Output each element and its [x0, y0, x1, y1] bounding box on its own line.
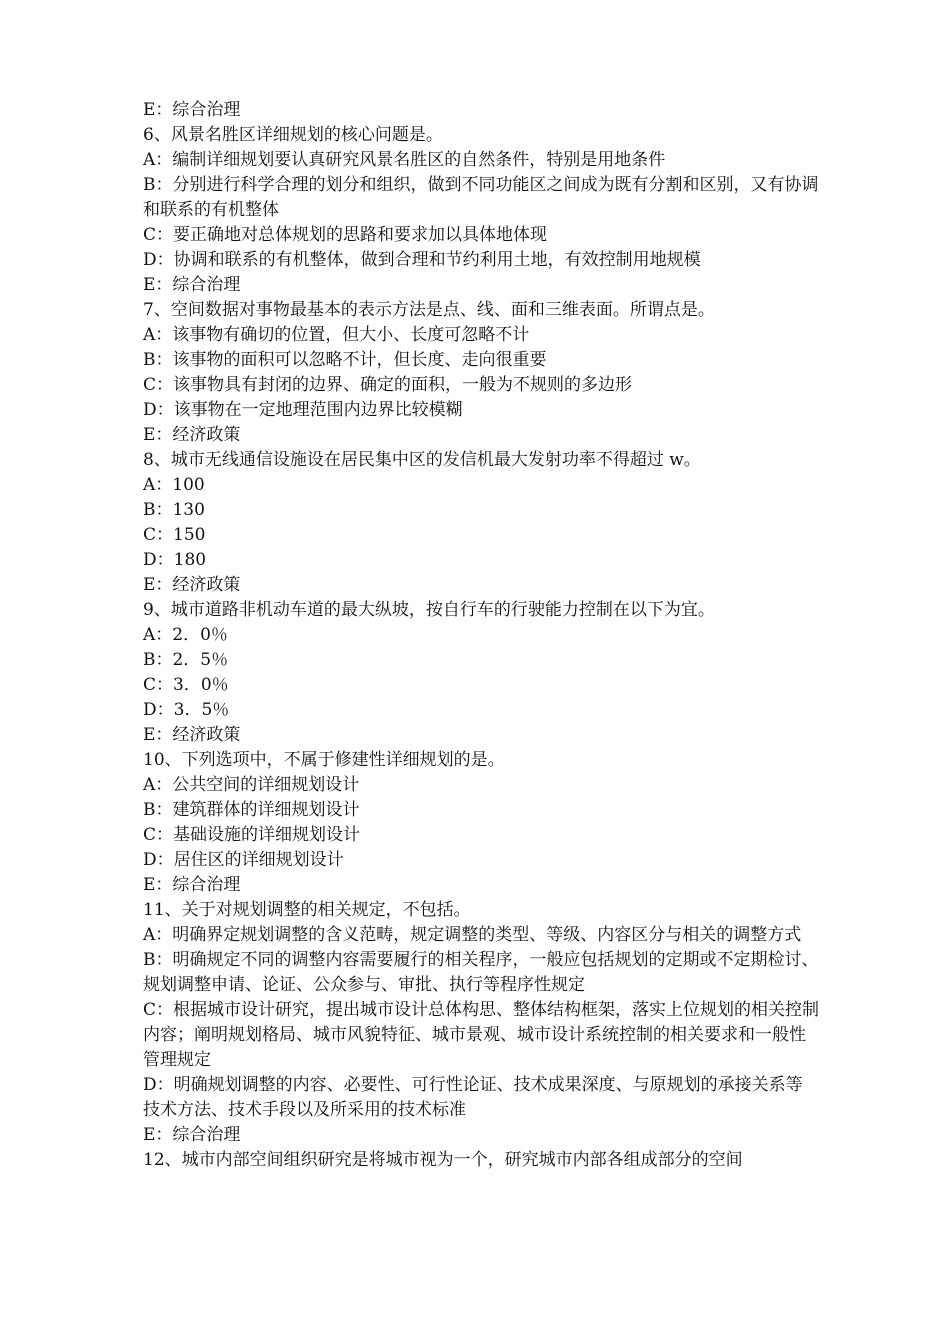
option-d: D：3．5％: [143, 700, 230, 720]
option-c: C：根据城市设计研究，提出城市设计总体构思、整体结构框架，落实上位规划的相关控制内容；阐明规划格局、城市风貌特征、城市景观、城市设计系统控制的相关要求和一般性管理规定: [143, 1000, 820, 1070]
option-c: C：要正确地对总体规划的思路和要求加以具体地体现: [143, 225, 548, 245]
option-d: D：居住区的详细规划设计: [143, 850, 344, 870]
option-c: C：该事物具有封闭的边界、确定的面积，一般为不规则的多边形: [143, 375, 633, 395]
option-e: E：经济政策: [143, 425, 241, 445]
option-a: A：公共空间的详细规划设计: [143, 775, 360, 795]
question-7: 7、空间数据对事物最基本的表示方法是点、线、面和三维表面。所谓点是。: [143, 300, 715, 320]
option-e: E：综合治理: [143, 875, 241, 895]
option-b: B：分别进行科学合理的划分和组织，做到不同功能区之间成为既有分割和区别，又有协调和联系的有机整体: [143, 175, 819, 220]
option-b: B：建筑群体的详细规划设计: [143, 800, 360, 820]
question-9: 9、城市道路非机动车道的最大纵坡，按自行车的行驶能力控制在以下为宜。: [143, 600, 715, 620]
option-a: A：100: [143, 475, 205, 495]
document-body: [143, 98, 819, 1173]
option-b: B：130: [143, 500, 205, 520]
question-8: 8、城市无线通信设施设在居民集中区的发信机最大发射功率不得超过 w。: [143, 450, 701, 470]
text-line: E：综合治理: [143, 100, 241, 120]
option-b: B：2．5％: [143, 650, 229, 670]
option-e: E：经济政策: [143, 725, 241, 745]
option-e: E：综合治理: [143, 275, 241, 295]
question-11: 11、关于对规划调整的相关规定，不包括。: [143, 900, 471, 920]
option-d: D：明确规划调整的内容、必要性、可行性论证、技术成果深度、与原规划的承接关系等技术方法、技术手段以及所采用的技术标准: [143, 1075, 803, 1120]
option-e: E：综合治理: [143, 1125, 241, 1145]
option-d: D：该事物在一定地理范围内边界比较模糊: [143, 400, 463, 420]
option-a: A：该事物有确切的位置，但大小、长度可忽略不计: [143, 325, 530, 345]
question-6: 6、风景名胜区详细规划的核心问题是。: [143, 125, 443, 145]
option-c: C：3．0％: [143, 675, 229, 695]
question-12: 12、城市内部空间组织研究是将城市视为一个，研究城市内部各组成部分的空间: [143, 1150, 743, 1170]
option-b: B：明确规定不同的调整内容需要履行的相关程序，一般应包括规划的定期或不定期检讨、规划调整申请、论证、公众参与、审批、执行等程序性规定: [143, 950, 819, 995]
option-b: B：该事物的面积可以忽略不计，但长度、走向很重要: [143, 350, 547, 370]
option-e: E：经济政策: [143, 575, 241, 595]
option-a: A：明确界定规划调整的含义范畴，规定调整的类型、等级、内容区分与相关的调整方式: [143, 925, 802, 945]
option-a: A：编制详细规划要认真研究风景名胜区的自然条件，特别是用地条件: [143, 150, 666, 170]
option-d: D：180: [143, 550, 207, 570]
option-c: C：150: [143, 525, 206, 545]
option-d: D：协调和联系的有机整体，做到合理和节约利用土地，有效控制用地规模: [143, 250, 701, 270]
option-c: C：基础设施的详细规划设计: [143, 825, 361, 845]
option-a: A：2．0％: [143, 625, 228, 645]
question-10: 10、下列选项中，不属于修建性详细规划的是。: [143, 750, 505, 770]
